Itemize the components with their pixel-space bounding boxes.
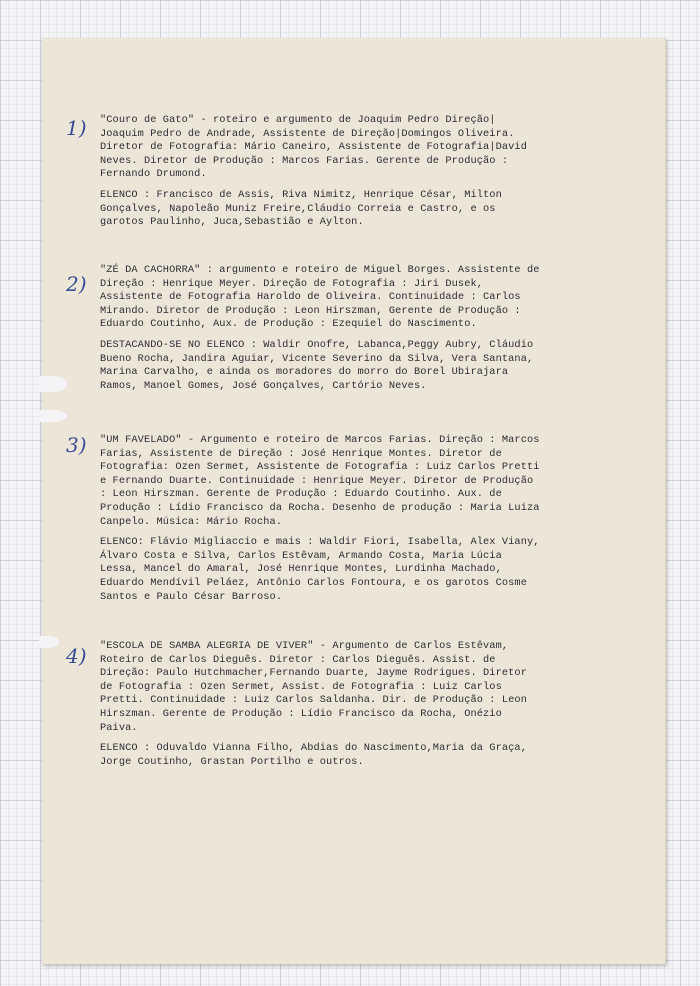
film-cast: ELENCO : Oduvaldo Vianna Filho, Abdias do Nascimento,Maria da Graça, Jorge Coutinho, Grastan Portilho e outros. <box>100 742 527 768</box>
section-number-mark: 4) <box>66 644 87 668</box>
film-entry-4 <box>100 640 540 769</box>
film-cast: ELENCO : Francisco de Assis, Riva Nimitz, Henrique César, Milton Gonçalves, Napoleão Muniz Freire,Cláudio Correia e Castro, e os garotos Paulinho, Juca,Sebastião e Aylton. <box>100 188 502 229</box>
film-cast: DESTACANDO-SE NO ELENCO : Waldir Onofre, Labanca,Peggy Aubry, Cláudio Bueno Rocha, Jandira Aguiar, Vicente Severino da Silva, Vera Santana, Marina Carvalho, e ainda os moradores do morro do Borel Ubirajara Ramos, Manoel Gomes, José Gonçalves, Cartório Neves. <box>100 338 534 392</box>
section-number-mark: 3) <box>66 433 87 457</box>
section-number-mark: 2) <box>66 272 87 296</box>
torn-edge <box>39 376 67 392</box>
torn-edge <box>39 410 67 422</box>
film-cast: ELENCO: Flávio Migliaccio e mais : Waldir Fiori, Isabella, Alex Viany, Álvaro Costa e Silva, Carlos Estêvam, Armando Costa, Maria Lúcia Lessa, Mancel do Amaral, José Henrique Montes, Lurdinha Machado, Eduardo Mendívil Peláez, Antônio Carlos Fontoura, e os garotos Cosme Santos e Paulo César Barroso. <box>100 536 540 603</box>
torn-edge <box>39 636 59 648</box>
section-number-mark: 1) <box>66 116 87 140</box>
film-entry-3 <box>100 434 540 604</box>
paper-sheet <box>42 38 666 964</box>
film-entry-2 <box>100 264 540 393</box>
film-credits: "Couro de Gato" - roteiro e argumento de Joaquim Pedro Direção| Joaquim Pedro de Andrade, Assistente de Direção|Domingos Oliveira. Diretor de Fotografia: Mário Caneiro, Assistente de Fotografia|David Neves. Diretor de Produção : Marcos Farias. Gerente de Produção : Fernando Drumond. <box>100 114 527 181</box>
film-entry-1 <box>100 114 540 230</box>
film-credits: "ESCOLA DE SAMBA ALEGRIA DE VIVER" - Argumento de Carlos Estêvam, Roteiro de Carlos Dieguês. Diretor : Carlos Dieguês. Assist. de Direção: Paulo Hutchmacher,Fernando Duarte, Jayme Rodrigues. Diretor de Fotografia : Ozen Sermet, Assist. de Fotografia : Luiz Carlos Pretti. Continuidade : Luiz Carlos Saldanha. Dir. de Produção : Leon Hirszman. Gerente de Produção : Lídio Francisco da Rocha, Onézio Paiva. <box>100 640 527 734</box>
film-credits: "UM FAVELADO" - Argumento e roteiro de Marcos Farias. Direção : Marcos Farias, Assistente de Direção : José Henrique Montes. Diretor de Fotografia: Ozen Sermet, Assistente de Fotografia : Luiz Carlos Pretti e Fernando Duarte. Continuidade : Henrique Meyer. Diretor de Produção : Leon Hirszman. Gerente de Produção : Eduardo Coutinho. Aux. de Produção : Lídio Francisco da Rocha. Desenho de produção : Maria Luiza Canpelo. Música: Mário Rocha. <box>100 434 540 528</box>
film-credits: "ZÉ DA CACHORRA" : argumento e roteiro de Miguel Borges. Assistente de Direção : Henrique Meyer. Direção de Fotografia : Jiri Dusek, Assistente de Fotografia Haroldo de Oliveira. Continuidade : Carlos Mirando. Diretor de Produção : Leon Hirszman, Gerente de Produção : Eduardo Coutinho, Aux. de Produção : Ezequiel do Nascimento. <box>100 264 540 331</box>
